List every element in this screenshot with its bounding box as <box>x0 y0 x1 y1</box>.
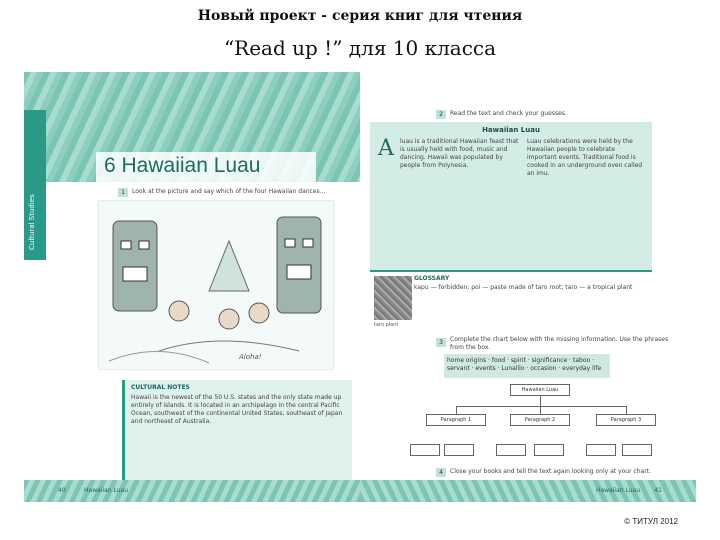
exercise-text: Close your books and tell the text again looking only at your chart. <box>450 468 651 475</box>
article-box <box>370 122 652 272</box>
page-number: 41 <box>654 487 662 494</box>
exercise-number: 2 <box>436 110 446 119</box>
glossary-text: kapu — forbidden; poi — paste made of taro root; taro — a tropical plant <box>414 284 633 291</box>
book-page-right <box>360 72 696 502</box>
exercise-text: Look at the picture and say which of the four Hawaiian dances... <box>132 188 326 195</box>
diagram-root: Hawaiian Luau <box>510 384 570 396</box>
book-page-left <box>24 72 360 502</box>
diagram-blank <box>586 444 616 456</box>
diagram-connector <box>626 406 627 414</box>
exercise-text: Complete the chart below with the missing information. Use the phrases from the box. <box>450 336 669 351</box>
article-column-1: luau is a traditional Hawaiian feast that is usually held with food, music and dancing. Hawaii was populated by people from Polynesia. <box>400 138 519 169</box>
diagram-paragraph-3: Paragraph 3 <box>596 414 656 426</box>
footer-title: Hawaiian Luau <box>595 487 640 494</box>
slide-subtitle: “Read up !” для 10 класса <box>223 36 497 60</box>
page-footer-right <box>360 480 696 502</box>
diagram-connector <box>540 406 541 414</box>
side-tab-label: Cultural Studies <box>28 194 36 250</box>
article-dropcap: A <box>378 136 394 161</box>
diagram-blank <box>496 444 526 456</box>
cultural-notes-box <box>122 380 352 482</box>
footer-title: Hawaiian Luau <box>84 487 129 494</box>
glossary-title: GLOSSARY <box>414 275 450 282</box>
diagram-blank <box>444 444 474 456</box>
article-column-2: Luau celebrations were held by the Hawaiian people to celebrate important events. Traditional food is cooked in an underground oven called an imu. <box>527 138 643 177</box>
diagram-blank <box>410 444 440 456</box>
slide-title: Новый проект - серия книг для чтения <box>197 8 523 24</box>
diagram-blank <box>622 444 652 456</box>
diagram-paragraph-2: Paragraph 2 <box>510 414 570 426</box>
exercise-text: Read the text and check your guesses. <box>450 110 567 117</box>
cultural-notes-text: Hawaii is the newest of the 50 U.S. states and the only state made up entirely of islands. It is located in an archipelago in the central Pacific Ocean, southwest of the continental United States, southeast of Japan and northeast of Australia. <box>131 394 343 425</box>
luau-illustration <box>98 200 334 370</box>
exercise-number: 3 <box>436 338 446 347</box>
copyright-text: © ТИТУЛ 2012 <box>624 517 678 526</box>
diagram-blank <box>534 444 564 456</box>
page-footer-left <box>24 480 360 502</box>
article-title: Hawaiian Luau <box>482 126 540 134</box>
exercise-number: 4 <box>436 468 446 477</box>
glossary-photo-caption: taro plant <box>374 322 399 328</box>
diagram-paragraph-1: Paragraph 1 <box>426 414 486 426</box>
glossary-box <box>370 270 652 328</box>
diagram-connector <box>540 396 541 406</box>
word-box: home origins · food · spirit · significance · taboo · servant · events · Lunalilo · occasion · everyday life <box>444 354 610 378</box>
article-columns <box>400 138 646 266</box>
taro-plant-photo <box>374 276 412 320</box>
cultural-notes-title: CULTURAL NOTES <box>131 384 190 391</box>
exercise-number: 1 <box>118 188 128 197</box>
diagram-connector <box>456 406 457 414</box>
diagram-connector <box>456 406 626 407</box>
page-number: 40 <box>58 487 66 494</box>
unit-title: 6 Hawaiian Luau <box>96 152 316 186</box>
illustration-caption: Aloha! <box>239 353 262 361</box>
tiki-illustration-icon <box>99 201 335 371</box>
side-tab <box>24 110 46 260</box>
